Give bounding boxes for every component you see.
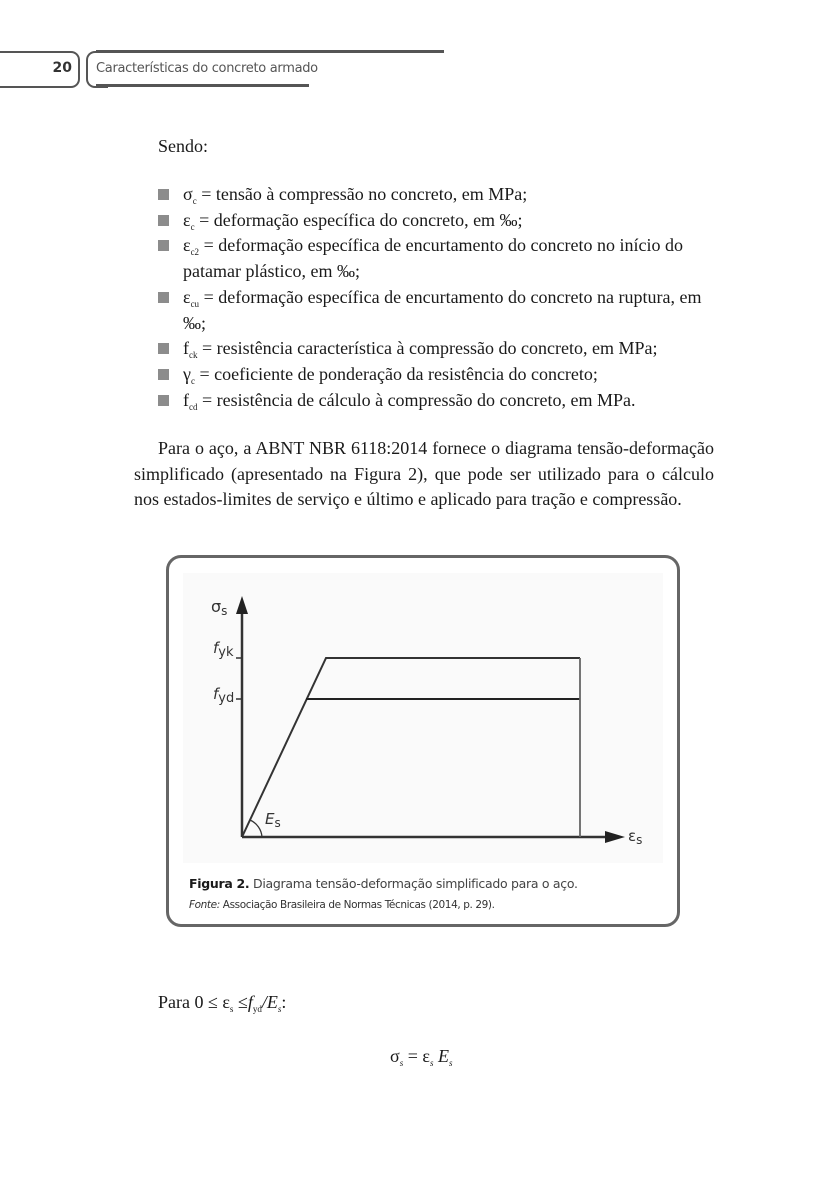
figure-source-text: Associação Brasileira de Normas Técnicas (2014, p. 29). [219, 899, 495, 911]
square-bullet-icon [158, 240, 169, 251]
square-bullet-icon [158, 369, 169, 380]
definition-symbol: ε [183, 235, 191, 256]
definition-text: = deformação específica de encurtamento do concreto na ruptura, em ‰; [183, 286, 702, 333]
definition-subscript: c [190, 221, 195, 232]
condition-E-sub: s [277, 1004, 282, 1014]
body-paragraph: Para o aço, a ABNT NBR 6118:2014 fornece o diagrama tensão-deformação simplificado (apresentado na Figura 2), que pode ser utilizado para o cálculo nos estados-limites de serviço e último e aplicado para tração e compressão. [134, 438, 714, 509]
header-bottom-rule [96, 84, 309, 87]
definition-subscript: cd [189, 401, 198, 412]
eq-sigma: σ [390, 1046, 400, 1066]
y-axis-label: σs [211, 597, 228, 618]
definition-symbol: γ [183, 363, 191, 384]
square-bullet-icon [158, 189, 169, 200]
definition-text: = tensão à compressão no concreto, em MPa; [196, 184, 528, 204]
x-axis-label: $\varepsilon_s$ [628, 827, 643, 847]
chapter-title: Características do concreto armado [96, 61, 318, 76]
condition-suffix: : [281, 992, 287, 1012]
modulus-angle-arc [250, 820, 262, 837]
definition-text: = resistência de cálculo à compressão do concreto, em MPa. [197, 389, 636, 410]
eq-E: E [433, 1046, 449, 1066]
figure-source [189, 899, 495, 911]
definition-subscript: cu [190, 298, 200, 309]
condition-mid: ≤ [233, 992, 248, 1012]
definition-symbol: σ [183, 184, 193, 204]
definition-item [158, 336, 723, 362]
definition-item [158, 388, 723, 414]
square-bullet-icon [158, 215, 169, 226]
square-bullet-icon [158, 395, 169, 406]
x-axis-arrow [605, 831, 625, 843]
square-bullet-icon [158, 343, 169, 354]
condition-slash: /E [261, 992, 278, 1012]
condition-eps-sub: s [229, 1004, 234, 1014]
definitions-list [158, 182, 723, 413]
condition-text [158, 990, 286, 1016]
equation [390, 1044, 452, 1070]
definition-text: = coeficiente de ponderação da resistência do concreto; [194, 363, 598, 384]
definition-item [158, 182, 723, 208]
definition-symbol: ε [183, 286, 191, 307]
condition-prefix: Para 0 ≤ ε [158, 992, 230, 1012]
eq-E-sub: s [448, 1058, 453, 1068]
definition-subscript: c2 [190, 247, 200, 258]
definition-symbol: ε [183, 209, 191, 230]
definition-subscript: c [192, 196, 197, 206]
header-top-rule [96, 50, 444, 53]
definition-text: = resistência característica à compressão do concreto, em MPa; [197, 338, 658, 359]
definition-symbol: f [183, 338, 189, 359]
fyd-label: fyd [213, 685, 235, 706]
definition-subscript: ck [189, 350, 198, 361]
definition-item [158, 285, 723, 336]
figure-caption-label: Figura 2. [189, 876, 250, 891]
figure-box [166, 555, 680, 927]
figure-source-label: Fonte: [189, 899, 220, 911]
definition-item [158, 233, 723, 284]
slope-label: $E_s$ [265, 810, 281, 830]
definition-text: = deformação específica de encurtamento do concreto no início do patamar plástico, em ‰; [183, 235, 684, 282]
definition-item [158, 208, 723, 234]
figure-caption-text: Diagrama tensão-deformação simplificado para o aço. [249, 876, 578, 891]
page-number: 20 [52, 60, 72, 76]
intro-text: Sendo: [158, 136, 209, 156]
definition-item [158, 362, 723, 388]
eq-sigma-sub: s [399, 1058, 404, 1068]
stress-strain-diagram [169, 558, 677, 924]
eq-equals-eps: = ε [403, 1046, 430, 1066]
definition-text: = deformação específica do concreto, em ‰; [194, 209, 523, 230]
characteristic-curve [242, 658, 580, 837]
figure-caption [189, 876, 578, 891]
eq-eps-sub: s [429, 1058, 434, 1068]
definition-symbol: f [183, 389, 189, 410]
condition-f: f [247, 992, 253, 1012]
y-axis-arrow [236, 596, 248, 614]
fyk-label: fyk [213, 639, 234, 660]
square-bullet-icon [158, 292, 169, 303]
condition-f-sub: yd [252, 1004, 262, 1014]
definition-subscript: c [190, 375, 195, 386]
